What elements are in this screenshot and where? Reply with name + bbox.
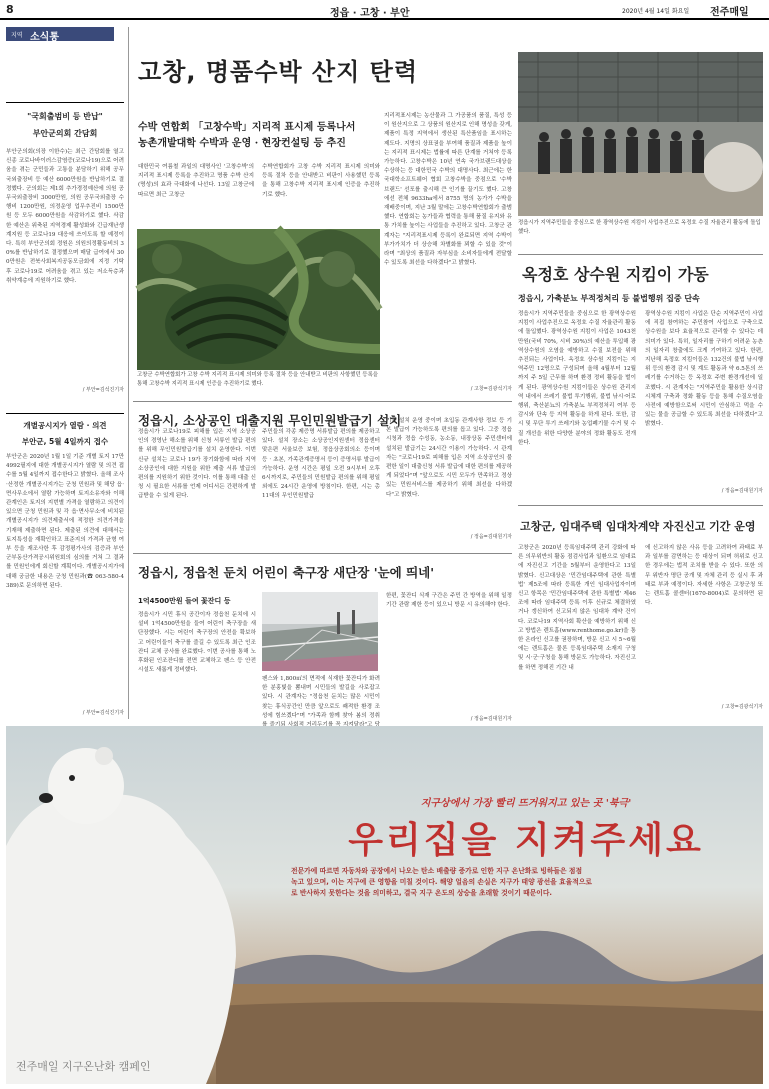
article1-col-1: 대한민국 여름철 과일의 대명사인 '고창수박'의 지리적 표시제 등록을 추진하고 명품 수박 산지(명성)의 효과 극대화에 나선다. 13일 고창군에 따르면 최근 고창군: [138, 164, 254, 198]
sidebar: [6, 27, 124, 719]
climate-ad: [6, 726, 763, 1084]
article1-byline: / 고창=김광석기자: [470, 386, 512, 392]
sidebar-2-headline: 개별공시지가 열람 · 의견: [23, 421, 107, 430]
page-header: [0, 0, 769, 20]
article5-byline: / 정읍=김대원기자: [470, 716, 512, 722]
article4-col-2: 에 신고하지 않은 사유 등을 고려하여 과태료 부과 일부를 감면하는 등 대상이 되며 허위로 신고한 경우에는 법적 조치를 받을 수 있다. 또한 의무 위반자 명단 공개 및 자체 관리 등 실시 후 과태료 부과 예정이다. 자세한 사항은 고창군청 또는 렌트홈 콜센터(1670-8004)로 문의하면 된다.: [645, 545, 763, 607]
ad-main-slogan: 우리집을 지켜주세요: [348, 820, 704, 861]
section-title: 정읍 · 고창 · 부안: [330, 8, 410, 19]
ad-credit: 전주매일 지구온난화 캠페인: [16, 1060, 151, 1073]
sidebar-title: 소식통: [30, 32, 59, 43]
ad-body: [291, 866, 751, 899]
page-number: 8: [6, 3, 14, 16]
article4-col-1: 고창군은 2020년 등록임대주택 관리 강화에 따른 의무위반의 활동 점검사업과 일환으로 임대료에 자진신고 기간을 5월부터 운영한다고 13일 밝혔다. 신고대상은 '민간임대주택에 관한 특별법' 제5조에 따라 등록한 개인 임대사업자이며 신고 항목은 '민간임대주택에 관한 특별법' 제46조에 따라 임대주택 등록 이후 신규로 체결하였거나 갱신하여 신고되지 않은 임대차 계약 건이다. 코로나19 지역사회 확산을 예방하기 위해 신고 방법은 렌트홈(www.renthome.go.kr)을 통한 온라인 신고를 권장하며, 방문 신고 시 5~6월에는 렌트홈은 물론 등록임대주택 소재지 구청 및 시·군·구청을 통해 방문도 가능하다. 자진신고를 하면 정해진 기간 내: [518, 545, 636, 671]
sidebar-1-subhead: 부안군의회 간담회: [32, 129, 98, 138]
watermelon-photo: [137, 229, 380, 370]
ad-body-line-3: 로 반사하지 못한다는 것을 의미하고, 결국 지구 온도의 상승을 초래할 것이기 때문이다.: [291, 889, 552, 897]
article2-lede: 정읍시, 가축분뇨 부적정처리 등 불법행위 집중 단속: [518, 293, 700, 303]
article1-lede-1: 수박 연합회 「고창수박」지리적 표시제 등록나서: [138, 122, 356, 133]
article5-subhead: 1억4500만원 들여 꽃잔디 등: [138, 597, 231, 605]
sidebar-1-byline: / 부안=김석진기자: [82, 387, 124, 393]
article5-col-2: 펜스와 1,800㎡의 면적에 식재한 꽃잔디가 화려한 분홍빛을 뽐내며 시민들의 발길을 사로잡고 있다. 시 관계자는 "정읍천 둔치는 많은 시민이 찾는 휴식공간인 만큼 앞으로도 쾌적한 환경 조성에 힘쓰겠다"며 "가족과 함께 찾아 봄의 정취: [262, 676, 380, 719]
ad-body-line-1: 전문가에 따르면 자동차와 공장에서 나오는 탄소 배출량 증가로 인한 지구 온난화로 빙하들은 점점: [291, 867, 583, 875]
article2-headline: 옥정호 상수원 지킴이 가동: [522, 265, 709, 284]
okjeongho-group-photo: [518, 52, 763, 216]
article1-col-3: 지리적표시제는 농산물과 그 가공품의 품질, 특성 등이 원산지으로 그 상품의 원산지로 인해 명성을 갖게, 제품이 특정 지역에서 생산된 특산품임을 표시하는 제도다. 지명의 상표권을 부여해 품질과 제품을 높이는 지리적 표시제는 법률에 따른 단계를 거쳐야 등록 가능하다. 고창수박은 10년 연속 국가브랜드대상을 수상하는 등 대한민국 수박의 대명사다. 최근에는 한국대학소프트웨어 협회 고창수박을 중점으로 '수박 브랜드' 선포를 출시해 큰 인기를 끌기도 했다. 고창에선 전체 9633ha에서 8755 명의 농가가 수박을 재배중이며, 지난 3월 말에는 고창수박연합회가 출범했다. 연합회는 농가들과 협력을 통해 품질 유지와 유통 가치를 높이는 사업들을 추진하고 있다. 고창군 관계자는 "지리적표시제 등록이 완료되면 지역 수박이 부가가치가 더 상승해 차별화를 꾀할 수 있을 것"이라며 "최상의 품질과 자부심을 소비자들에게 전달할 수 있도록 최선을 다하겠다"고 밝혔다.: [384, 113, 512, 267]
ad-body-line-2: 녹고 있으며, 이는 지구에 큰 영향을 미칠 것이다. 해양 얼음의 손실은 지구가 태양 광선을 효율적으로: [291, 878, 592, 886]
article3-col-2: 주민들의 각종 제증명 서류발급 편의를 제공하고 있다. 설치 장소는 소상공인지원센터 정읍센터 맞은편 서울보증 보험, 정읍상공회의소 등이며 등 · 초본, 가족관계증명서 등이 증명서류 발급이 가능하다. 운영 시간은 평일 오전 9시부터 오후 6시까지로, 주민들의 민원발급 편의를 위해 평일 외에도 24시간 운영에 방침이다. 한편, 시는 총 11대의 무인민원발급: [262, 429, 380, 500]
article4-headline: 고창군, 임대주택 임대차계약 자진신고 기간 운영: [520, 520, 756, 533]
article5-col-1: 정읍시가 시민 휴식 공간이자 정읍천 둔치에 시설비 1억4500만원을 들여 어린이 축구장을 새단장했다. 시는 어린이 축구장의 안전을 확보하고 어린이들이 축구를 즐길 수 있도록 최근 인조잔디 교체 공사를 완료했다. 이번 공사를 통해 노후화된 인조잔디를 전면 교체하고 펜스 등 안전시설도 새롭게 정비했다.: [138, 612, 256, 674]
article1-caption: 고창군 수박연합회가 고창 수박 지리적 표시제 의미와 등록 절차 등을 안내받고 비판의 사항했던 등록을 통해 고창수박 지리적 표시제 인증을 추진하기로 했다.: [137, 372, 378, 387]
article1-headline: 고창, 명품수박 산지 탄력: [138, 58, 419, 86]
sidebar-1-headline: "국회출범비 등 반납": [27, 112, 103, 121]
article3-headline: 정읍시, 소상공인 대출지원 무인민원발급기 설치: [138, 413, 402, 428]
article3-col-3: 기를 설치 운영 중이며 초입동 관계사항 정보 등 기본 발급이 가능하도록 편의를 돕고 있다. 그중 정읍시청과 정읍 수성동, 농소동, 내장상동 주민센터에 설치된 발급기는 24시간 이용이 가능하다. 시 관계자는 "코로나19로 피해를 입은 지역 소상공인의 불편한 일이 대출신청 서류 발급에 대한 편의를 제공하게 되었다"며 "앞으로도 시민 모두가 만족하고 정상 있는 민원서비스를 제공하기 위해 최선을 다하겠다"고 밝혔다.: [386, 418, 512, 498]
sidebar-tag: 지역: [11, 32, 23, 39]
article1-lede-2: 농촌개발대학 수박과 운영 · 현장컨설팅 등 추진: [138, 138, 346, 149]
soccer-field-photo: [262, 592, 378, 671]
ad-background-art: [6, 726, 763, 1084]
masthead: 전주매일: [710, 7, 749, 18]
article5-headline: 정읍시, 정읍천 둔치 어린이 축구장 새단장 '눈에 띄네': [138, 565, 435, 580]
sidebar-2-byline: / 부안=김석진기자: [82, 710, 124, 716]
issue-date: 2020년 4월 14일 화요일: [622, 8, 690, 15]
article2-caption: 정읍시가 지역주민들을 중심으로 한 광역상수원 지킴이 사업추진으로 옥정호 수질 자율관리 활동에 돌입했다.: [518, 220, 761, 235]
article2-col-2: 광역상수원 지킴이 사업은 단순 지역주민이 사업에 직접 참여하는 주민참여 사업으로 구축으로 상수원을 보다 효율적으로 관리할 수 있다는 데 의미가 있다. 특히, 일자리를 구하기 어려운 농촌의 일자리 창출에도 크게 기여하고 있다. 한편, 지난해 옥정호 지킴이들은 132건의 불법 낚시행위 등의 환경 감시 및 계도 활동과 약 6.5톤의 쓰레기를 수거하는 등 옥정호 주변 환경개선에 일조했다. 시 관계자는 "지역주민을 활용한 상시감시체계 구축과 정화 활동 등을 통해 수질오염을 사전에 예방함으로써 시민이 안심하고 먹을 수 있는 물을 공급할 수 있도록 최선을 다하겠다"고 밝혔다.: [645, 311, 763, 428]
article3-byline: / 정읍=김대원기자: [470, 534, 512, 540]
sidebar-tag-box: [6, 27, 114, 41]
article2-col-1: 정읍시가 지역주민들을 중심으로 한 광역상수원 지킴이 사업추진으로 옥정호 수질 자율관리 활동에 돌입했다. 광역상수원 지킴이 사업은 1043천만원(국비 70%, 시비 30%)의 예산을 투입해 광역상수원의 오염을 예방하고 수질 보전을 위해 추진되는 사업이다. 옥정호 상수원 지킴이는 지역주민 12명으로 구성되며 올해 4월부터 12월까지 주 5일 근무를 하며 환경 정비 활동을 벌이게 된다. 광역상수원 지킴이들은 상수원 관리지역 내에서 쓰레기 불법 투기행위, 불법 낚시·어로행위, 축산분뇨의 가축분뇨 부적정처리 여부 등 감시와 단속 등 지역 활동을 하게 된다. 또한, 감시 및 무단 투기 쓰레기와 농업폐기물 수거 및 수질 개선을 위한 다양한 분야의 정화 활동도 전개한다.: [518, 311, 636, 446]
article4-byline: / 고창=김광석기자: [721, 704, 763, 710]
article5-col-3: 한편, 꽃잔디 식재 구간은 주민 간 방역을 위해 일정 기간 관람 제한 등이 있으니 방문 시 유의해야 한다.: [386, 593, 512, 609]
article3-col-1: 정읍시가 코로나19로 피해를 입은 지역 소상공인의 경영난 해소를 위해 신청 서류인 발급 편의를 위해 무인민원발급기를 설치 운영한다. 이번 신규 설치는 코로나 19가 장기화함에 따라 지역 소상공인에 대한 지원을 위한 제출 서류 발급의 편의를 지원하기 위한 것이다. 이를 통해 대출 신청 시 필요한 서류를 언제 어디서든 간편하게 발급받을 수 있게 된다.: [138, 429, 256, 500]
article1-col-2: 수박연합회가 고창 수박 지리적 표시제 의미와 등록 절차 등을 안내받고 비판이 사용했던 등록을 통해 고창수박 지리적 표시제 인증을 추진하기로 했다.: [262, 164, 380, 198]
sidebar-2-body: 부안군은 2020년 1월 1일 기준 개별 토지 17만 4992필지에 대한 개별공시지가 열람 및 의견 접수를 5월 4일까지 접수한다고 밝혔다. 올해 조사·산정한 개별공시지가는 군청 민원과 및 해당 읍·면사무소에서 열람 가능하며 토지소유자와 이해관계인은 토지의 지번별 가격을 열람하고 의견이 있으면 군청 민원과 및 각 읍·면사무소에 비치된 개별공시지가 의견제출서에 적정한 의견가격을 기재해 제출하면 된다. 제출된 의견에 대해서는 토지특성을 재확인하고 표준지의 가격과 균형 여부 등을 재조사한 후 감정평가사의 검증과 부안군부동산가격공시위원회의 심의를 거쳐 그 결과를 민원인에게 회신할 계획이다. 개별공시지가에 대해 궁금한 내용은 군청 민원과(☎ 063-580-4389)로 문의하면 된다.: [6, 454, 124, 589]
sidebar-2-subhead: 부안군, 5월 4일까지 접수: [21, 437, 109, 446]
article2-byline: / 정읍=김대원기자: [721, 488, 763, 494]
sidebar-1-body: 부안군의회(의장 이한수)는 최근 간담회를 열고 신종 코로나바이러스감염증(코로나19)으로 어려움을 겪는 군민들과 고통을 분담하기 위해 공무국외출장비 등 예산 6000만원을 반납하기로 결정했다. 군의회는 제1회 추가경정예산에 의원 공무국외출장비 3000만원, 의원 공무국외출장 수행비 1200만원, 의정운영 업무추진비 1500만원 등 모두 6000만원을 삭감하기로 했다. 삭감한 예산은 위축된 지역경제 활성화와 긴급재난생계지원 등 코로나19 대응에 쓰이도록 할 예정이다. 특히 부안군의회 정원은 의원의정활동비의 30%를 반납하기로 결정했으며 매달 급여에서 300만원은 전북사회복지공동모금회에 지정 기탁 후 코로나19로 어려움을 겪고 있는 저소득층과 취약계층에 지원하기로 했다.: [6, 149, 124, 284]
ad-top-line: 지구상에서 가장 빨리 뜨거워지고 있는 곳 '북극': [420, 798, 632, 809]
